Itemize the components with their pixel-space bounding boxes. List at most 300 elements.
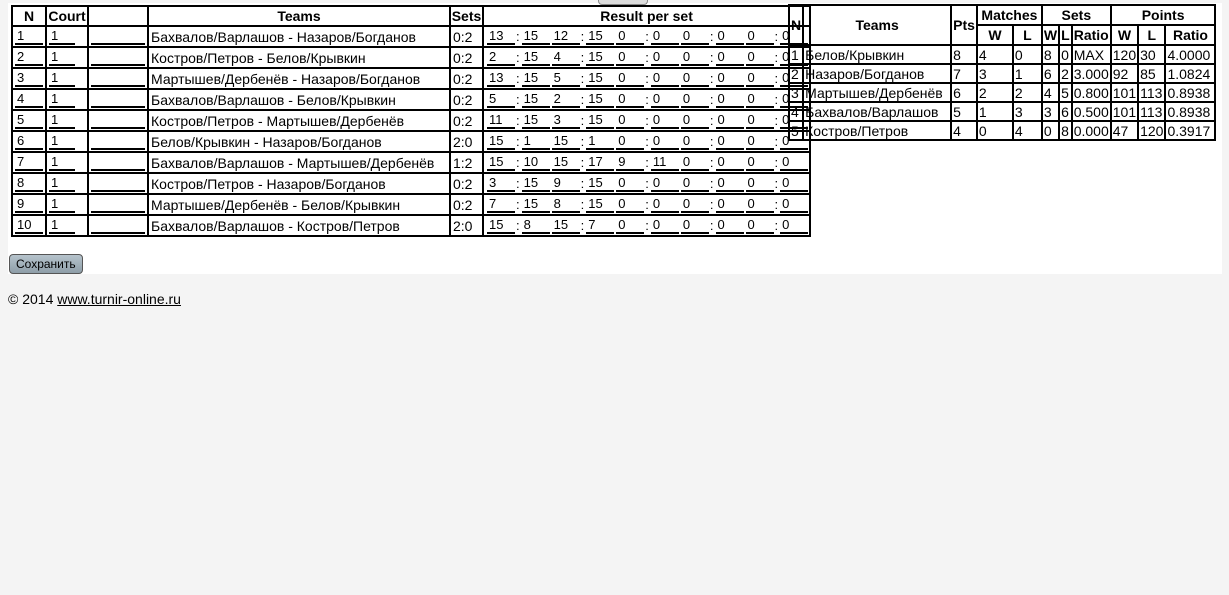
extra-input[interactable] — [91, 49, 145, 66]
match-sets-cell — [450, 131, 483, 152]
standings-table — [788, 4, 1216, 141]
score-input[interactable] — [651, 112, 679, 129]
match-row — [12, 26, 810, 47]
score-input[interactable] — [716, 70, 744, 87]
st-header-sl: L — [1061, 27, 1070, 43]
court-input[interactable] — [49, 175, 75, 192]
score-group — [484, 70, 809, 87]
score-input[interactable] — [522, 217, 550, 234]
score-separator: : — [645, 71, 649, 86]
standings-pl: 120 — [1140, 122, 1164, 139]
score-separator: : — [580, 197, 585, 212]
standings-n: 1 — [789, 45, 803, 64]
score-input[interactable] — [586, 217, 614, 234]
standings-ml: 1 — [1013, 64, 1042, 83]
match-row — [12, 89, 810, 110]
match-sets: 2:0 — [453, 133, 473, 150]
match-sets: 0:2 — [453, 70, 473, 87]
score-separator: : — [709, 50, 714, 65]
st-header-mw: W — [977, 25, 1013, 45]
extra-input[interactable] — [91, 175, 145, 192]
score-group — [484, 217, 809, 234]
score-separator: : — [580, 155, 585, 170]
score-input[interactable] — [746, 112, 774, 129]
header-extra — [88, 6, 148, 26]
match-extra-cell — [88, 47, 148, 68]
extra-input[interactable] — [91, 217, 145, 234]
score-separator: : — [516, 29, 520, 44]
score-input[interactable] — [716, 175, 744, 192]
match-court-cell — [46, 26, 88, 47]
score-input[interactable] — [746, 133, 774, 150]
score-input[interactable] — [616, 196, 644, 213]
match-sets-cell — [450, 47, 483, 68]
score-input[interactable] — [716, 91, 744, 108]
match-n-cell — [12, 47, 46, 68]
score-input[interactable] — [780, 175, 808, 192]
score-group — [484, 49, 809, 66]
standings-pratio: 4.0000 — [1165, 45, 1215, 64]
match-n-input[interactable] — [15, 154, 43, 171]
standings-pts: 6 — [951, 83, 977, 102]
match-teams-cell — [148, 173, 450, 194]
header-result: Result per set — [483, 6, 810, 26]
score-input[interactable] — [586, 175, 614, 192]
score-input[interactable] — [681, 112, 709, 129]
score-input[interactable] — [651, 217, 679, 234]
score-separator: : — [516, 92, 520, 107]
court-input[interactable] — [49, 112, 75, 129]
match-n-input[interactable] — [15, 133, 43, 150]
match-n-cell — [12, 26, 46, 47]
match-court-cell — [46, 152, 88, 173]
standings-row — [789, 121, 1215, 140]
score-input[interactable] — [681, 133, 709, 150]
match-teams: Бахвалов/Варлашов - Белов/Крывкин — [151, 91, 396, 108]
match-teams: Белов/Крывкин - Назаров/Богданов — [151, 133, 382, 150]
st-header-ml: L — [1013, 25, 1042, 45]
score-input[interactable] — [552, 112, 580, 129]
extra-input[interactable] — [91, 91, 145, 108]
standings-team: Назаров/Богданов — [803, 64, 951, 83]
st-header-pts: Pts — [951, 5, 977, 45]
score-input[interactable] — [681, 175, 709, 192]
court-input[interactable] — [49, 196, 75, 213]
score-input[interactable] — [522, 154, 550, 171]
score-separator: : — [774, 218, 779, 233]
content-panel — [8, 3, 1222, 274]
score-separator: : — [645, 155, 649, 170]
score-separator: : — [580, 134, 585, 149]
match-sets-cell — [450, 110, 483, 131]
score-input[interactable] — [716, 196, 744, 213]
match-n-cell — [12, 110, 46, 131]
score-input[interactable] — [487, 112, 515, 129]
match-row — [12, 215, 810, 236]
score-separator: : — [774, 155, 779, 170]
score-separator: : — [774, 92, 779, 107]
extra-input[interactable] — [91, 112, 145, 129]
match-teams-cell — [148, 110, 450, 131]
court-input[interactable] — [49, 49, 75, 66]
score-input[interactable] — [522, 196, 550, 213]
score-input[interactable] — [746, 49, 774, 66]
score-input[interactable] — [746, 28, 774, 45]
score-input[interactable] — [487, 91, 515, 108]
score-input[interactable] — [487, 70, 515, 87]
score-separator: : — [516, 50, 520, 65]
score-separator: : — [709, 134, 714, 149]
standings-n: 4 — [789, 102, 803, 121]
score-input[interactable] — [487, 133, 515, 150]
score-input[interactable] — [522, 91, 550, 108]
match-n-input[interactable] — [15, 112, 43, 129]
score-separator: : — [580, 92, 585, 107]
match-sets: 0:2 — [453, 175, 473, 192]
score-input[interactable] — [487, 175, 515, 192]
match-teams-cell — [148, 89, 450, 110]
score-input[interactable] — [487, 28, 515, 45]
score-input[interactable] — [681, 49, 709, 66]
score-input[interactable] — [552, 175, 580, 192]
score-separator: : — [645, 176, 649, 191]
score-input[interactable] — [522, 133, 550, 150]
court-input[interactable] — [49, 154, 75, 171]
score-input[interactable] — [616, 70, 644, 87]
score-input[interactable] — [651, 49, 679, 66]
standings-sratio: 3.000 — [1073, 65, 1109, 82]
score-separator: : — [516, 197, 520, 212]
score-separator: : — [516, 176, 520, 191]
score-input[interactable] — [487, 154, 515, 171]
score-input[interactable] — [651, 154, 679, 171]
score-input[interactable] — [522, 70, 550, 87]
score-input[interactable] — [746, 196, 774, 213]
score-input[interactable] — [616, 133, 644, 150]
score-input[interactable] — [780, 217, 808, 234]
standings-pts: 7 — [951, 64, 977, 83]
standings-sw: 0 — [1042, 121, 1059, 140]
save-button[interactable]: Сохранить — [9, 254, 83, 274]
score-input[interactable] — [586, 154, 614, 171]
score-separator: : — [645, 50, 649, 65]
score-input[interactable] — [522, 175, 550, 192]
score-input[interactable] — [681, 91, 709, 108]
match-n-input[interactable] — [15, 217, 43, 234]
score-separator: : — [645, 113, 649, 128]
match-n-input[interactable] — [15, 70, 43, 87]
st-header-pl: L — [1138, 25, 1165, 45]
standings-sl: 5 — [1059, 83, 1072, 102]
extra-input[interactable] — [91, 196, 145, 213]
standings-row — [789, 45, 1215, 64]
score-input[interactable] — [487, 196, 515, 213]
standings-sw: 4 — [1042, 83, 1059, 102]
match-n-cell — [12, 68, 46, 89]
score-input[interactable] — [651, 133, 679, 150]
score-separator: : — [774, 71, 779, 86]
match-sets: 1:2 — [453, 154, 473, 171]
score-input[interactable] — [716, 217, 744, 234]
score-separator: : — [516, 155, 520, 170]
match-result-cell — [483, 68, 810, 89]
standings-pratio: 0.8938 — [1165, 83, 1215, 102]
score-separator: : — [774, 176, 779, 191]
score-input[interactable] — [586, 196, 614, 213]
score-separator: : — [774, 29, 779, 44]
score-separator: : — [645, 218, 649, 233]
match-teams-cell — [148, 68, 450, 89]
standings-pw: 101 — [1112, 84, 1137, 101]
standings-n: 2 — [789, 64, 803, 83]
standings-sl: 6 — [1059, 102, 1072, 121]
score-separator: : — [580, 176, 585, 191]
match-teams: Бахвалов/Варлашов - Мартышев/Дербенёв — [151, 154, 435, 171]
match-sets: 0:2 — [453, 91, 473, 108]
score-input[interactable] — [552, 217, 580, 234]
standings-pts: 8 — [951, 45, 977, 64]
score-input[interactable] — [746, 175, 774, 192]
score-input[interactable] — [716, 154, 744, 171]
match-result-cell — [483, 173, 810, 194]
standings-sl: 2 — [1059, 64, 1072, 83]
match-extra-cell — [88, 26, 148, 47]
score-input[interactable] — [780, 154, 808, 171]
match-court-cell — [46, 89, 88, 110]
standings-pratio: 0.8938 — [1165, 102, 1215, 121]
match-teams: Мартышев/Дербенёв - Назаров/Богданов — [151, 70, 421, 87]
score-input[interactable] — [681, 154, 709, 171]
extra-input[interactable] — [91, 133, 145, 150]
score-input[interactable] — [586, 112, 614, 129]
standings-pw: 92 — [1111, 64, 1138, 83]
score-separator: : — [580, 218, 585, 233]
score-input[interactable] — [746, 217, 774, 234]
standings-row — [789, 64, 1215, 83]
match-extra-cell — [88, 152, 148, 173]
match-sets: 2:0 — [453, 217, 473, 234]
score-separator: : — [709, 218, 714, 233]
match-teams-cell — [148, 194, 450, 215]
score-separator: : — [709, 29, 714, 44]
court-input[interactable] — [49, 133, 75, 150]
score-separator: : — [580, 29, 585, 44]
match-result-cell — [483, 152, 810, 173]
match-sets-cell — [450, 89, 483, 110]
st-header-matches: Matches — [977, 5, 1042, 25]
site-link[interactable]: www.turnir-online.ru — [57, 291, 181, 307]
match-court-cell — [46, 47, 88, 68]
standings-pratio: 0.3917 — [1165, 121, 1215, 140]
match-n-cell — [12, 89, 46, 110]
match-n-input[interactable] — [15, 28, 43, 45]
match-result-cell — [483, 26, 810, 47]
score-input[interactable] — [586, 91, 614, 108]
score-input[interactable] — [651, 91, 679, 108]
match-sets-cell — [450, 152, 483, 173]
score-input[interactable] — [552, 28, 580, 45]
standings-mw: 2 — [977, 83, 1013, 102]
match-result-cell — [483, 110, 810, 131]
standings-pl: 85 — [1138, 64, 1165, 83]
score-input[interactable] — [651, 70, 679, 87]
match-court-cell — [46, 68, 88, 89]
score-input[interactable] — [552, 154, 580, 171]
score-input[interactable] — [681, 28, 709, 45]
standings-row — [789, 83, 1215, 102]
score-separator: : — [516, 218, 520, 233]
score-separator: : — [645, 134, 649, 149]
score-input[interactable] — [746, 91, 774, 108]
score-input[interactable] — [616, 112, 644, 129]
matches-table — [11, 5, 811, 237]
score-input[interactable] — [616, 217, 644, 234]
score-separator: : — [709, 92, 714, 107]
st-header-points: Points — [1111, 5, 1216, 25]
standings-pts: 4 — [951, 121, 977, 140]
score-group — [484, 112, 809, 129]
score-input[interactable] — [780, 196, 808, 213]
standings-mw: 4 — [977, 45, 1013, 64]
standings-ml: 0 — [1013, 45, 1042, 64]
standings-ml: 4 — [1013, 121, 1042, 140]
match-row — [12, 152, 810, 173]
match-result-cell — [483, 131, 810, 152]
match-result-cell — [483, 89, 810, 110]
court-input[interactable] — [49, 91, 75, 108]
standings-pw: 120 — [1112, 46, 1137, 63]
standings-sl: 0 — [1059, 45, 1072, 64]
score-separator: : — [709, 113, 714, 128]
score-input[interactable] — [616, 91, 644, 108]
standings-ml: 2 — [1013, 83, 1042, 102]
extra-input[interactable] — [91, 28, 145, 45]
score-input[interactable] — [586, 70, 614, 87]
score-input[interactable] — [716, 49, 744, 66]
score-input[interactable] — [651, 28, 679, 45]
score-input[interactable] — [487, 217, 515, 234]
score-separator: : — [516, 113, 520, 128]
score-input[interactable] — [716, 133, 744, 150]
score-group — [484, 154, 809, 171]
score-input[interactable] — [746, 70, 774, 87]
st-header-pw: W — [1111, 25, 1138, 45]
match-sets-cell — [450, 173, 483, 194]
match-sets: 0:2 — [453, 196, 473, 213]
standings-pw: 101 — [1112, 103, 1137, 120]
score-input[interactable] — [681, 217, 709, 234]
match-result-cell — [483, 215, 810, 236]
standings-row — [789, 102, 1215, 121]
score-input[interactable] — [681, 196, 709, 213]
score-separator: : — [645, 92, 649, 107]
st-header-n: N — [789, 5, 803, 45]
standings-sw: 8 — [1042, 45, 1059, 64]
match-row — [12, 173, 810, 194]
score-input[interactable] — [746, 154, 774, 171]
standings-sl: 8 — [1059, 121, 1072, 140]
match-n-input[interactable] — [15, 91, 43, 108]
standings-pl: 30 — [1138, 45, 1165, 64]
match-n-input[interactable] — [15, 175, 43, 192]
extra-input[interactable] — [91, 154, 145, 171]
st-header-pratio: Ratio — [1165, 25, 1215, 45]
standings-pratio: 1.0824 — [1165, 64, 1215, 83]
score-input[interactable] — [716, 112, 744, 129]
score-input[interactable] — [681, 70, 709, 87]
match-teams: Бахвалов/Варлашов - Назаров/Богданов — [151, 28, 416, 45]
match-teams-cell — [148, 215, 450, 236]
score-input[interactable] — [716, 28, 744, 45]
score-input[interactable] — [552, 49, 580, 66]
match-sets: 0:2 — [453, 28, 473, 45]
score-input[interactable] — [522, 28, 550, 45]
score-separator: : — [709, 176, 714, 191]
score-input[interactable] — [616, 49, 644, 66]
score-group — [484, 196, 809, 213]
standings-sratio: MAX — [1072, 45, 1111, 64]
match-n-input[interactable] — [15, 196, 43, 213]
match-teams-cell — [148, 26, 450, 47]
match-row — [12, 131, 810, 152]
score-separator: : — [709, 71, 714, 86]
score-input[interactable] — [586, 49, 614, 66]
match-court-cell — [46, 194, 88, 215]
score-input[interactable] — [487, 49, 515, 66]
score-input[interactable] — [651, 175, 679, 192]
match-row — [12, 110, 810, 131]
score-input[interactable] — [616, 28, 644, 45]
score-input[interactable] — [586, 133, 614, 150]
score-separator: : — [580, 113, 585, 128]
score-input[interactable] — [651, 196, 679, 213]
match-n-cell — [12, 215, 46, 236]
court-input[interactable] — [49, 70, 75, 87]
standings-sratio: 0.500 — [1073, 103, 1109, 120]
score-input[interactable] — [552, 70, 580, 87]
match-sets: 0:2 — [453, 112, 473, 129]
score-separator: : — [774, 134, 779, 149]
court-input[interactable] — [49, 217, 75, 234]
extra-input[interactable] — [91, 70, 145, 87]
score-input[interactable] — [522, 49, 550, 66]
match-teams: Костров/Петров - Назаров/Богданов — [151, 175, 386, 192]
match-row — [12, 68, 810, 89]
score-input[interactable] — [552, 133, 580, 150]
match-teams-cell — [148, 131, 450, 152]
match-court-cell — [46, 173, 88, 194]
match-extra-cell — [88, 173, 148, 194]
match-row — [12, 47, 810, 68]
score-separator: : — [774, 50, 779, 65]
standings-mw: 0 — [977, 121, 1013, 140]
match-teams: Костров/Петров - Мартышев/Дербенёв — [151, 112, 405, 129]
match-teams-cell — [148, 47, 450, 68]
score-input[interactable] — [522, 112, 550, 129]
score-input[interactable] — [552, 91, 580, 108]
court-input[interactable] — [49, 28, 75, 45]
match-extra-cell — [88, 89, 148, 110]
match-n-cell — [12, 194, 46, 215]
st-header-sw: W — [1043, 27, 1058, 43]
match-n-input[interactable] — [15, 49, 43, 66]
score-input[interactable] — [586, 28, 614, 45]
score-input[interactable] — [616, 154, 644, 171]
score-input[interactable] — [552, 196, 580, 213]
score-input[interactable] — [616, 175, 644, 192]
standings-pts: 5 — [951, 102, 977, 121]
score-separator: : — [774, 113, 779, 128]
